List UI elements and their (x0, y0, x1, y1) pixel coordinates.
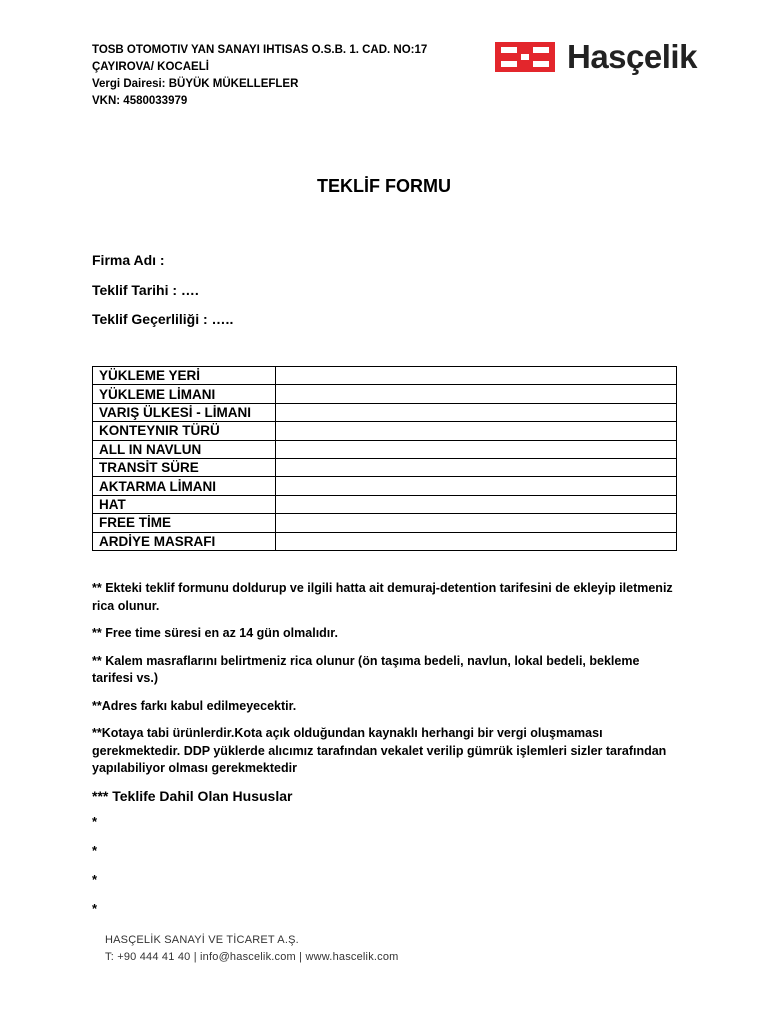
row-label: VARIŞ ÜLKESİ - LİMANI (93, 403, 276, 421)
row-label: AKTARMA LİMANI (93, 477, 276, 495)
table-row (93, 514, 677, 532)
address-line-2: ÇAYIROVA/ KOCAELİ (92, 61, 209, 73)
address-line-1: TOSB OTOMOTIV YAN SANAYI IHTISAS O.S.B. 1. CAD. NO:17 (92, 44, 428, 56)
row-value[interactable] (276, 385, 677, 403)
included-items-list (92, 812, 97, 928)
row-value[interactable] (276, 477, 677, 495)
table-row (93, 367, 677, 385)
row-label: FREE TİME (93, 514, 276, 532)
row-label: ARDİYE MASRAFI (93, 532, 276, 550)
teklif-gecerliligi-field: Teklif Geçerliliği : ….. (92, 311, 234, 327)
company-address (92, 42, 427, 110)
note-4: **Adres farkı kabul edilmeyecektir. (92, 698, 297, 713)
footer-company: HASÇELİK SANAYİ VE TİCARET A.Ş. (105, 934, 299, 946)
table-row (93, 422, 677, 440)
page-footer (105, 932, 399, 966)
table-row (93, 440, 677, 458)
logo-mark-icon (495, 42, 555, 72)
shipment-info-table (92, 366, 677, 551)
list-item: * (92, 843, 98, 858)
table-row (93, 385, 677, 403)
table-row (93, 532, 677, 550)
page-title: TEKLİF FORMU (317, 176, 451, 196)
note-1: ** Ekteki teklif formunu doldurup ve ilgili hatta ait demuraj-detention tarifesini de ekleyip iletmeniz rica olunur. (92, 581, 673, 613)
notes-section (92, 580, 682, 805)
firma-adi-field: Firma Adı : (92, 252, 165, 268)
included-items-heading: *** Teklife Dahil Olan Hususlar (92, 787, 293, 804)
row-value[interactable] (276, 514, 677, 532)
logo-wordmark: Hasçelik (567, 38, 697, 75)
row-value[interactable] (276, 403, 677, 421)
list-item: * (92, 901, 98, 916)
row-label: KONTEYNIR TÜRÜ (93, 422, 276, 440)
footer-contact: T: +90 444 41 40 | info@hascelik.com | www.hascelik.com (105, 951, 399, 963)
table-row (93, 403, 677, 421)
row-value[interactable] (276, 367, 677, 385)
address-line-4: VKN: 4580033979 (92, 95, 188, 107)
address-line-3: Vergi Dairesi: BÜYÜK MÜKELLEFLER (92, 78, 299, 90)
table-row (93, 477, 677, 495)
form-fields (92, 250, 233, 339)
table-row (93, 458, 677, 476)
list-item: * (92, 814, 98, 829)
teklif-tarihi-field: Teklif Tarihi : …. (92, 281, 199, 298)
list-item: * (92, 872, 98, 887)
note-2: ** Free time süresi en az 14 gün olmalıdır. (92, 626, 338, 640)
row-label: TRANSİT SÜRE (93, 458, 276, 476)
row-label: HAT (93, 495, 276, 513)
hascelik-logo (495, 40, 697, 73)
row-label: ALL IN NAVLUN (93, 440, 276, 458)
row-value[interactable] (276, 422, 677, 440)
row-value[interactable] (276, 532, 677, 550)
table-row (93, 495, 677, 513)
row-label: YÜKLEME LİMANI (93, 385, 276, 403)
row-value[interactable] (276, 440, 677, 458)
note-3: ** Kalem masraflarını belirtmeniz rica olunur (ön taşıma bedeli, navlun, lokal bedeli, bekleme tarifesi vs.) (92, 653, 640, 685)
row-value[interactable] (276, 495, 677, 513)
row-label: YÜKLEME YERİ (93, 367, 276, 385)
row-value[interactable] (276, 458, 677, 476)
note-5: **Kotaya tabi ürünlerdir.Kota açık olduğundan kaynaklı herhangi bir vergi oluşmaması gerekmektedir. DDP yüklerde alıcımız tarafından vekalet verilip gümrük işlemleri sizler tarafından yapılabiliyor olması gerekmektedir (92, 726, 667, 775)
